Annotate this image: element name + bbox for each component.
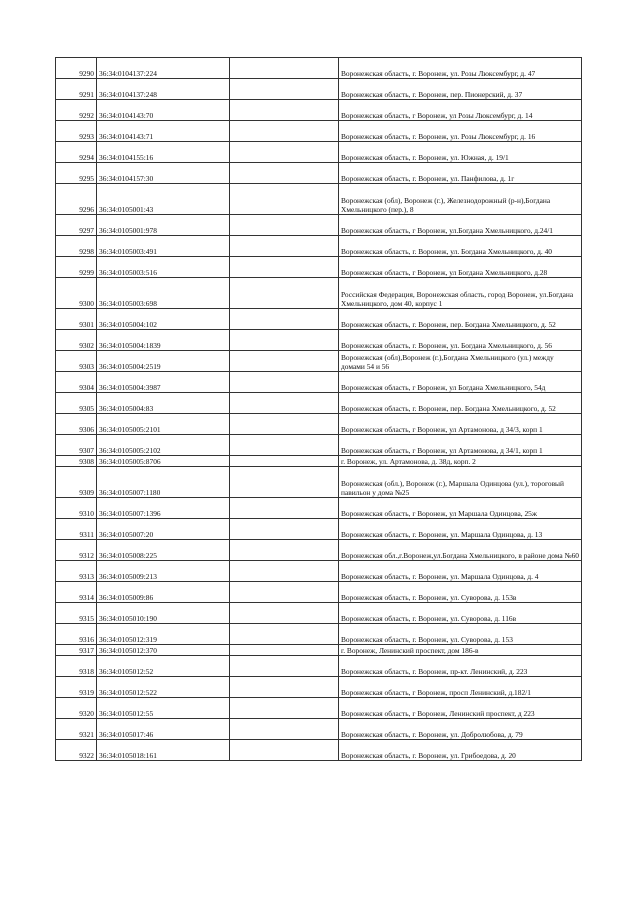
table-row — [56, 278, 582, 309]
empty-cell — [230, 236, 339, 257]
address-cell: Воронежская область, г Воронеж, Ленинский проспект, д 223 — [339, 698, 582, 719]
cadastral-number-cell: 36:34:0105012:52 — [97, 656, 230, 677]
cadastral-number-cell: 36:34:0104155:16 — [97, 142, 230, 163]
cadastral-number-cell: 36:34:0105009:213 — [97, 561, 230, 582]
row-number-cell: 9318 — [56, 656, 97, 677]
table-row — [56, 624, 582, 645]
address-cell: Воронежская область, г. Воронеж, ул. Богдана Хмельницкого, д. 56 — [339, 330, 582, 351]
row-number-cell: 9314 — [56, 582, 97, 603]
empty-cell — [230, 184, 339, 215]
empty-cell — [230, 698, 339, 719]
cadastral-number-cell: 36:34:0104157:30 — [97, 163, 230, 184]
table-row — [56, 236, 582, 257]
table-row — [56, 719, 582, 740]
address-cell: Воронежская (обл), Воронеж (г.), Железнодорожный (р-н),Богдана Хмельницкого (пер.), 8 — [339, 184, 582, 215]
address-cell: г. Воронеж, ул. Артамонова, д. 38д, корп. 2 — [339, 456, 582, 467]
row-number-cell: 9319 — [56, 677, 97, 698]
address-cell: Российская Федерация, Воронежская область, город Воронеж, ул.Богдана Хмельницкого, дом 40, корпус 1 — [339, 278, 582, 309]
row-number-cell: 9297 — [56, 215, 97, 236]
address-cell: Воронежская область, г Воронеж, ул Артамонова, д 34/3, корп 1 — [339, 414, 582, 435]
address-cell: Воронежская область, г Воронеж, просп Ленинский, д.182/1 — [339, 677, 582, 698]
cadastral-number-cell: 36:34:0104143:71 — [97, 121, 230, 142]
empty-cell — [230, 719, 339, 740]
registry-table-body — [56, 58, 582, 761]
cadastral-number-cell: 36:34:0105004:2519 — [97, 351, 230, 372]
empty-cell — [230, 414, 339, 435]
cadastral-number-cell: 36:34:0105004:83 — [97, 393, 230, 414]
empty-cell — [230, 351, 339, 372]
cadastral-number-cell: 36:34:0105012:55 — [97, 698, 230, 719]
address-cell: Воронежская область, г. Воронеж, ул. Маршала Одинцова, д. 4 — [339, 561, 582, 582]
empty-cell — [230, 142, 339, 163]
cadastral-number-cell: 36:34:0104137:224 — [97, 58, 230, 79]
address-cell: Воронежская область, г. Воронеж, ул. Суворова, д. 153в — [339, 582, 582, 603]
address-cell: Воронежская область, г. Воронеж, ул. Розы Люксембург, д. 16 — [339, 121, 582, 142]
empty-cell — [230, 163, 339, 184]
address-cell: Воронежская область, г. Воронеж, ул. Розы Люксембург, д. 47 — [339, 58, 582, 79]
cadastral-number-cell: 36:34:0105012:319 — [97, 624, 230, 645]
cadastral-number-cell: 36:34:0105008:225 — [97, 540, 230, 561]
empty-cell — [230, 656, 339, 677]
cadastral-number-cell: 36:34:0105005:2102 — [97, 435, 230, 456]
address-cell: г. Воронеж, Ленинский проспект, дом 186-в — [339, 645, 582, 656]
row-number-cell: 9308 — [56, 456, 97, 467]
cadastral-number-cell: 36:34:0105007:1396 — [97, 498, 230, 519]
cadastral-number-cell: 36:34:0105001:43 — [97, 184, 230, 215]
row-number-cell: 9304 — [56, 372, 97, 393]
table-row — [56, 121, 582, 142]
registry-table — [55, 57, 582, 761]
address-cell: Воронежская (обл.), Воронеж (г.), Маршала Одинцова (ул.), тороговый павильон у дома №25 — [339, 467, 582, 498]
table-row — [56, 184, 582, 215]
row-number-cell: 9307 — [56, 435, 97, 456]
address-cell: Воронежская область, г. Воронеж, ул. Южная, д. 19/1 — [339, 142, 582, 163]
table-row — [56, 740, 582, 761]
address-cell: Воронежская область, г. Воронеж, ул. Панфилова, д. 1г — [339, 163, 582, 184]
table-row — [56, 603, 582, 624]
row-number-cell: 9310 — [56, 498, 97, 519]
cadastral-number-cell: 36:34:0105007:1180 — [97, 467, 230, 498]
cadastral-number-cell: 36:34:0105005:2101 — [97, 414, 230, 435]
empty-cell — [230, 603, 339, 624]
address-cell: Воронежская область, г Воронеж, ул Артамонова, д 34/1, корп 1 — [339, 435, 582, 456]
row-number-cell: 9315 — [56, 603, 97, 624]
table-row — [56, 582, 582, 603]
empty-cell — [230, 740, 339, 761]
row-number-cell: 9311 — [56, 519, 97, 540]
table-row — [56, 561, 582, 582]
cadastral-number-cell: 36:34:0104143:70 — [97, 100, 230, 121]
empty-cell — [230, 561, 339, 582]
address-cell: Воронежская область, г. Воронеж, ул. Суворова, д. 153 — [339, 624, 582, 645]
table-row — [56, 215, 582, 236]
empty-cell — [230, 540, 339, 561]
address-cell: Воронежская область, г. Воронеж, пер. Пионерский, д. 37 — [339, 79, 582, 100]
address-cell: Воронежская обл.,г.Воронеж,ул.Богдана Хмельницкого, в районе дома №60 — [339, 540, 582, 561]
cadastral-number-cell: 36:34:0105004:102 — [97, 309, 230, 330]
empty-cell — [230, 100, 339, 121]
table-row — [56, 163, 582, 184]
empty-cell — [230, 467, 339, 498]
cadastral-number-cell: 36:34:0105003:516 — [97, 257, 230, 278]
table-row — [56, 456, 582, 467]
empty-cell — [230, 498, 339, 519]
empty-cell — [230, 278, 339, 309]
address-cell: Воронежская область, г. Воронеж, ул. Добролюбова, д. 79 — [339, 719, 582, 740]
row-number-cell: 9309 — [56, 467, 97, 498]
row-number-cell: 9322 — [56, 740, 97, 761]
address-cell: Воронежская область, г. Воронеж, пер. Богдана Хмельницкого, д. 52 — [339, 309, 582, 330]
cadastral-number-cell: 36:34:0105018:161 — [97, 740, 230, 761]
empty-cell — [230, 456, 339, 467]
empty-cell — [230, 58, 339, 79]
table-row — [56, 540, 582, 561]
cadastral-number-cell: 36:34:0105005:8706 — [97, 456, 230, 467]
row-number-cell: 9321 — [56, 719, 97, 740]
cadastral-number-cell: 36:34:0105003:698 — [97, 278, 230, 309]
row-number-cell: 9291 — [56, 79, 97, 100]
cadastral-number-cell: 36:34:0105007:20 — [97, 519, 230, 540]
cadastral-number-cell: 36:34:0105004:1839 — [97, 330, 230, 351]
table-row — [56, 698, 582, 719]
empty-cell — [230, 372, 339, 393]
table-row — [56, 372, 582, 393]
row-number-cell: 9295 — [56, 163, 97, 184]
table-row — [56, 519, 582, 540]
row-number-cell: 9292 — [56, 100, 97, 121]
row-number-cell: 9313 — [56, 561, 97, 582]
address-cell: Воронежская область, г Воронеж, ул Розы Люксембург, д. 14 — [339, 100, 582, 121]
cadastral-number-cell: 36:34:0105001:978 — [97, 215, 230, 236]
row-number-cell: 9312 — [56, 540, 97, 561]
address-cell: Воронежская (обл),Воронеж (г.),Богдана Хмельницкого (ул.) между домами 54 и 56 — [339, 351, 582, 372]
address-cell: Воронежская область, г. Воронеж, пер. Богдана Хмельницкого, д. 52 — [339, 393, 582, 414]
row-number-cell: 9306 — [56, 414, 97, 435]
address-cell: Воронежская область, г. Воронеж, ул. Суворова, д. 116в — [339, 603, 582, 624]
table-row — [56, 309, 582, 330]
table-row — [56, 330, 582, 351]
table-row — [56, 645, 582, 656]
row-number-cell: 9290 — [56, 58, 97, 79]
cadastral-number-cell: 36:34:0105012:522 — [97, 677, 230, 698]
empty-cell — [230, 330, 339, 351]
row-number-cell: 9317 — [56, 645, 97, 656]
cadastral-number-cell: 36:34:0105004:3987 — [97, 372, 230, 393]
address-cell: Воронежская область, г Воронеж, ул Богдана Хмельницкого, 54д — [339, 372, 582, 393]
table-row — [56, 467, 582, 498]
table-row — [56, 656, 582, 677]
table-row — [56, 677, 582, 698]
table-row — [56, 498, 582, 519]
empty-cell — [230, 435, 339, 456]
empty-cell — [230, 79, 339, 100]
empty-cell — [230, 624, 339, 645]
empty-cell — [230, 582, 339, 603]
address-cell: Воронежская область, г. Воронеж, ул. Маршала Одинцова, д. 13 — [339, 519, 582, 540]
address-cell: Воронежская область, г Воронеж, ул Маршала Одинцова, 25ж — [339, 498, 582, 519]
table-row — [56, 351, 582, 372]
cadastral-number-cell: 36:34:0105010:190 — [97, 603, 230, 624]
cadastral-number-cell: 36:34:0105003:491 — [97, 236, 230, 257]
row-number-cell: 9301 — [56, 309, 97, 330]
table-row — [56, 79, 582, 100]
row-number-cell: 9320 — [56, 698, 97, 719]
row-number-cell: 9296 — [56, 184, 97, 215]
table-row — [56, 58, 582, 79]
address-cell: Воронежская область, г. Воронеж, ул. Богдана Хмельницкого, д. 40 — [339, 236, 582, 257]
row-number-cell: 9300 — [56, 278, 97, 309]
empty-cell — [230, 645, 339, 656]
table-row — [56, 100, 582, 121]
address-cell: Воронежская область, г. Воронеж, ул. Грибоедова, д. 20 — [339, 740, 582, 761]
cadastral-number-cell: 36:34:0105017:46 — [97, 719, 230, 740]
cadastral-number-cell: 36:34:0105012:370 — [97, 645, 230, 656]
table-row — [56, 435, 582, 456]
empty-cell — [230, 257, 339, 278]
row-number-cell: 9302 — [56, 330, 97, 351]
empty-cell — [230, 309, 339, 330]
row-number-cell: 9293 — [56, 121, 97, 142]
empty-cell — [230, 121, 339, 142]
address-cell: Воронежская область, г. Воронеж, пр-кт. Ленинский, д. 223 — [339, 656, 582, 677]
row-number-cell: 9305 — [56, 393, 97, 414]
address-cell: Воронежская область, г Воронеж, ул.Богдана Хмельницкого, д.24/1 — [339, 215, 582, 236]
empty-cell — [230, 215, 339, 236]
table-row — [56, 393, 582, 414]
row-number-cell: 9294 — [56, 142, 97, 163]
empty-cell — [230, 677, 339, 698]
document-page — [55, 57, 580, 761]
empty-cell — [230, 519, 339, 540]
table-row — [56, 257, 582, 278]
row-number-cell: 9316 — [56, 624, 97, 645]
table-row — [56, 414, 582, 435]
row-number-cell: 9298 — [56, 236, 97, 257]
cadastral-number-cell: 36:34:0105009:86 — [97, 582, 230, 603]
address-cell: Воронежская область, г Воронеж, ул Богдана Хмельницкого, д.28 — [339, 257, 582, 278]
table-row — [56, 142, 582, 163]
row-number-cell: 9299 — [56, 257, 97, 278]
row-number-cell: 9303 — [56, 351, 97, 372]
empty-cell — [230, 393, 339, 414]
cadastral-number-cell: 36:34:0104137:248 — [97, 79, 230, 100]
